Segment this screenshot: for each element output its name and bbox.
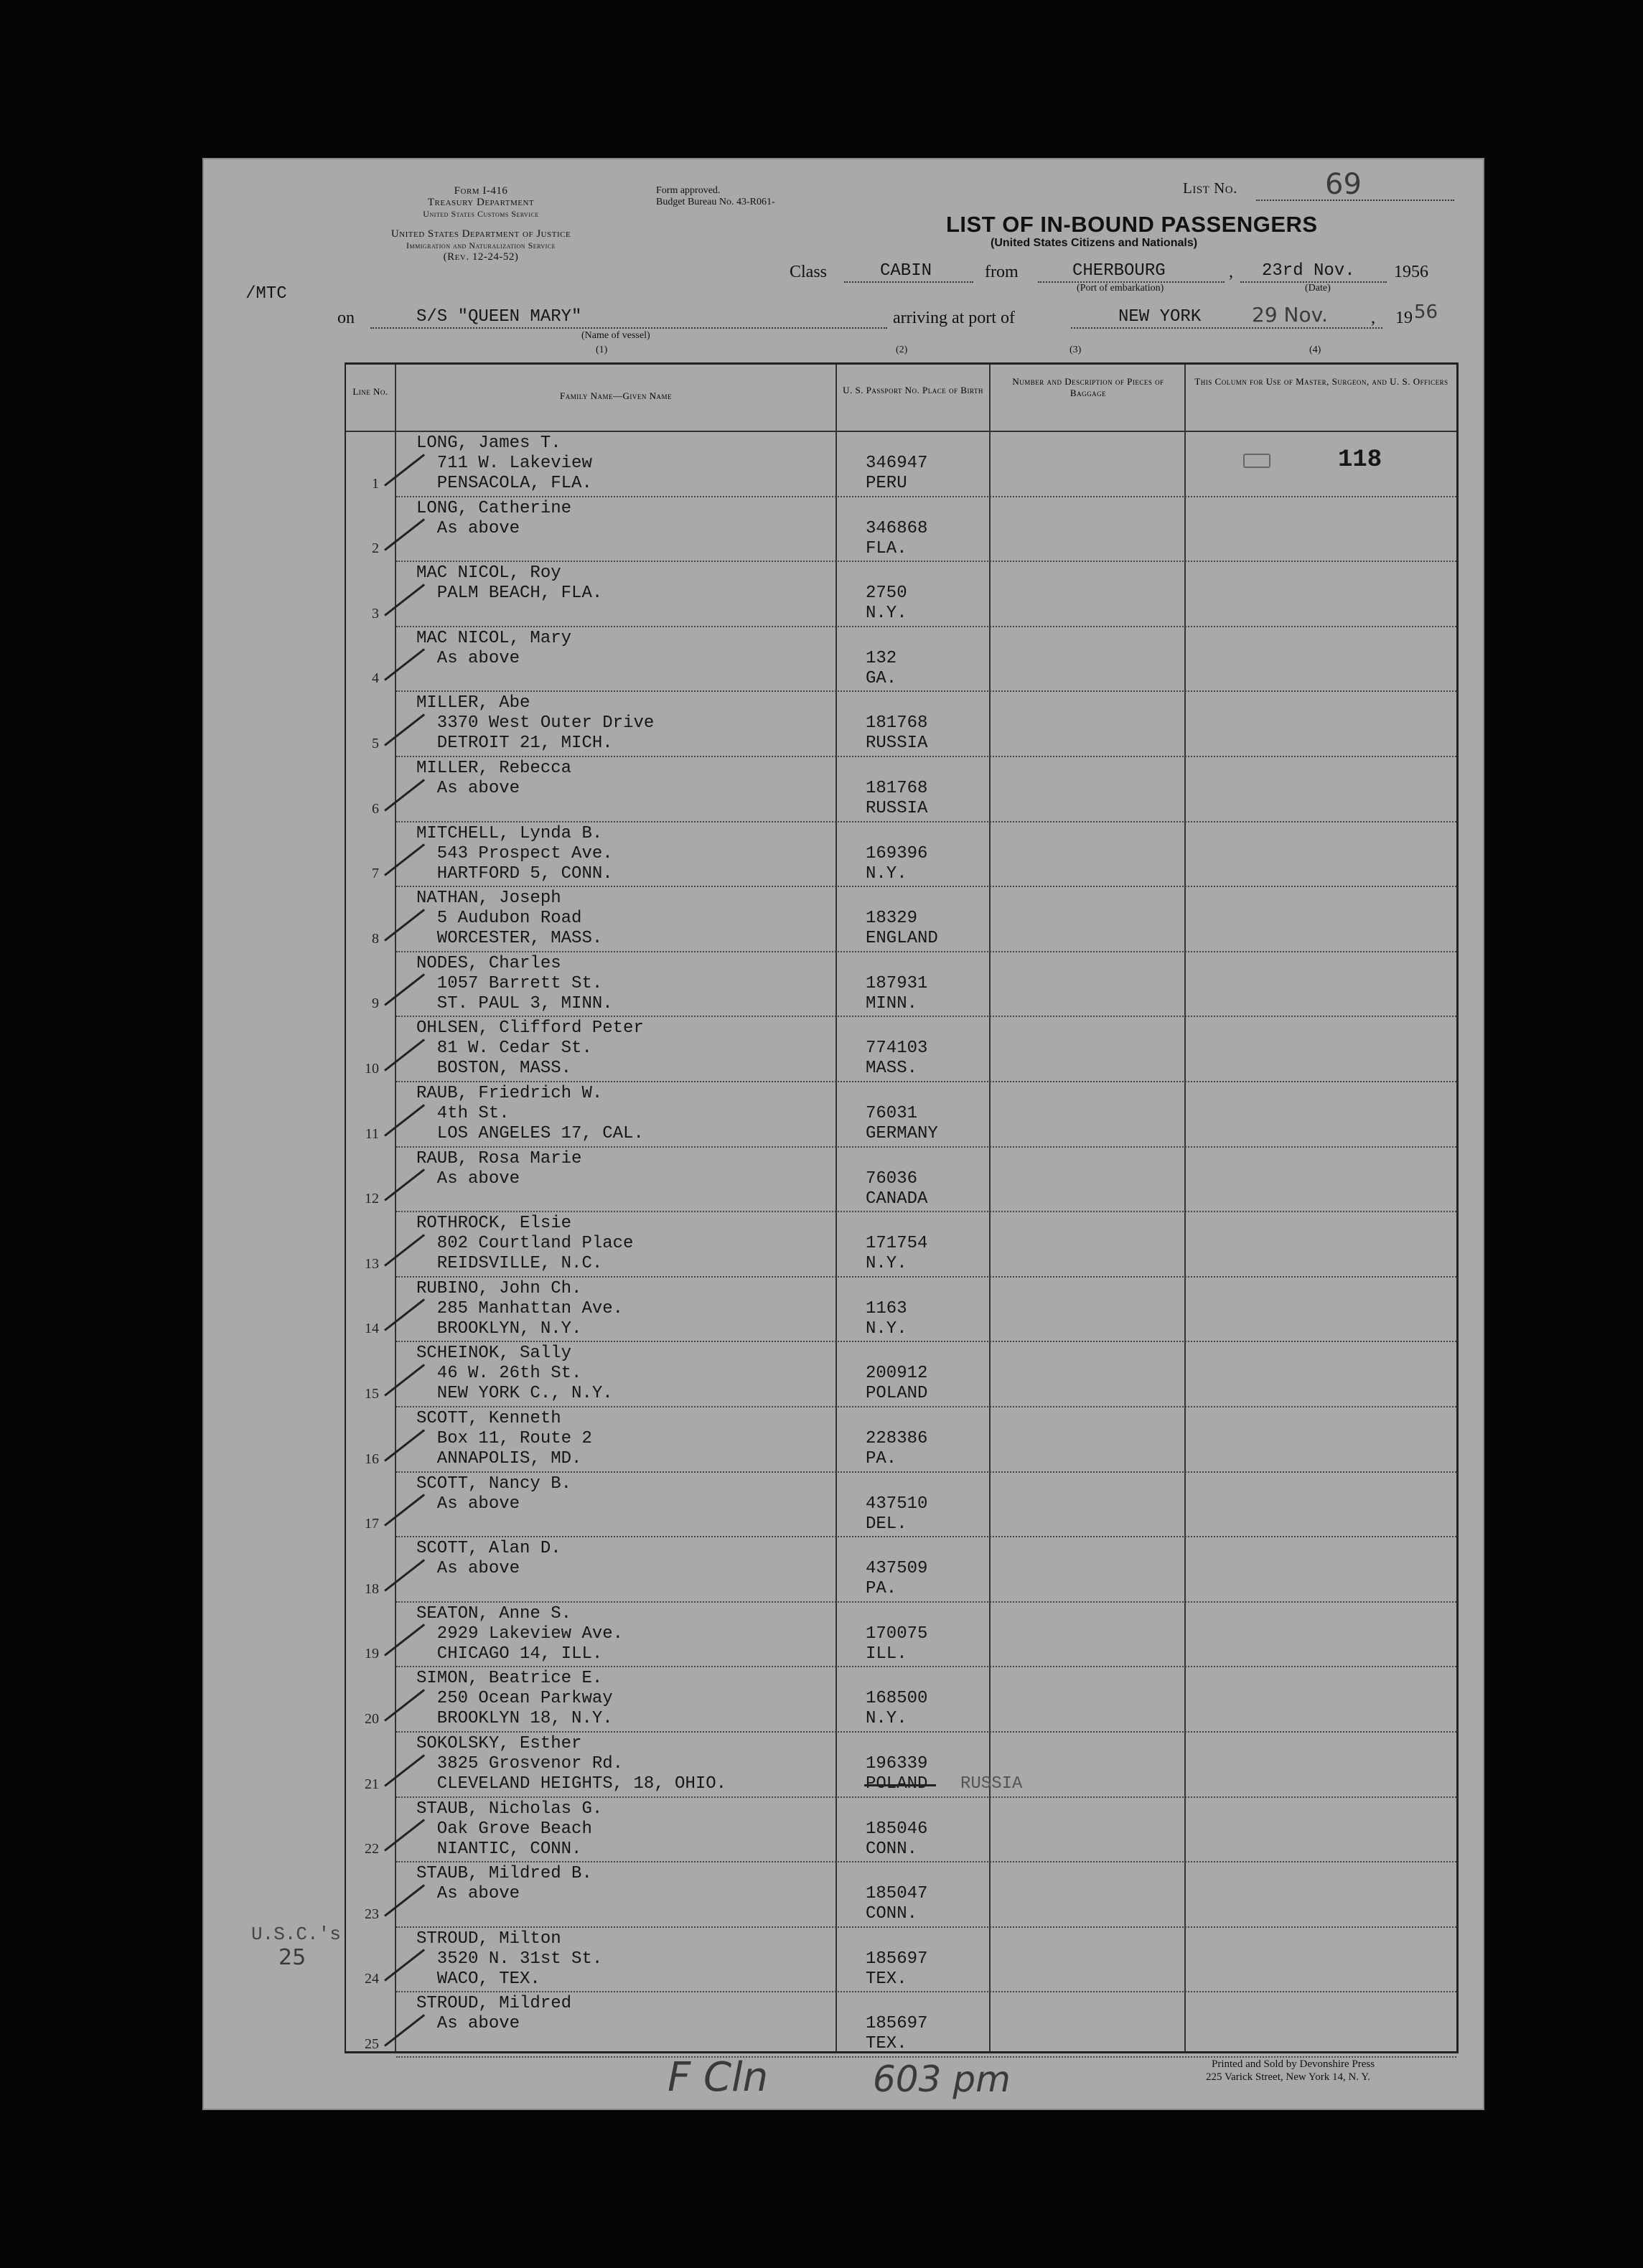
line-number: 21 [365,1776,379,1792]
passport-birthplace: 169396 N.Y. [866,843,928,884]
comma: , [1229,263,1233,281]
passenger-name: SIMON, Beatrice E. 250 Ocean Parkway BROOKLYN 18, N.Y. [416,1669,613,1729]
arrival-year-suffix: 56 [1414,301,1438,323]
departure-date: 23rd Nov. [1262,261,1355,281]
passport-birthplace: 437510 DEL. [866,1494,928,1534]
passenger-name: RAUB, Rosa Marie As above [416,1148,582,1189]
row-divider [396,1146,1456,1148]
row-divider [396,1861,1456,1862]
document-title: LIST OF IN-BOUND PASSENGERS [946,212,1318,237]
row-divider [396,1731,1456,1733]
on-label: on [337,309,355,327]
departure-year: 1956 [1394,263,1428,281]
row-divider [396,1406,1456,1407]
passport-birthplace: 774103 MASS. [866,1039,928,1079]
row-divider [396,1341,1456,1342]
line-number: 5 [372,736,379,751]
budget-bureau: Budget Bureau No. 43-R061- [656,197,775,207]
line-number: 1 [372,475,379,492]
row-divider [396,1016,1456,1017]
customs-service: United States Customs Service [423,209,539,219]
line-number: 16 [365,1451,379,1467]
passenger-name: MILLER, Rebecca As above [416,759,572,798]
list-no-value: 69 [1325,168,1362,201]
line-number: 6 [372,800,379,817]
passenger-name: MILLER, Abe 3370 West Outer Drive DETROIT 21, MICH. [416,693,655,754]
arrival-comma: , [1371,309,1375,327]
form-number: Form I-416 [454,185,508,197]
class-value: CABIN [880,261,932,281]
officer-note-118: 118 [1338,446,1382,474]
passenger-name: MAC NICOL, Roy PALM BEACH, FLA. [416,563,603,604]
passport-birthplace: 2750 N.Y. [866,584,907,624]
vessel-caption: (Name of vessel) [581,330,650,341]
passport-birthplace: 228386 PA. [866,1429,928,1468]
passport-birthplace: 185046 CONN. [866,1819,928,1859]
passport-birthplace: 437509 PA. [866,1559,928,1599]
line-number: 20 [365,1711,379,1727]
vessel-line [370,327,887,329]
line-number: 17 [365,1516,379,1532]
row-divider [396,886,1456,887]
passport-birthplace: 171754 N.Y. [866,1234,928,1274]
passenger-name: SOKOLSKY, Esther 3825 Grosvenor Rd. CLEVELAND HEIGHTS, 18, OHIO. [416,1734,727,1794]
justice-dept: United States Department of Justice [390,228,571,240]
document-subtitle: (United States Citizens and Nationals) [991,237,1198,249]
strikethrough [864,1784,936,1786]
line-number: 11 [365,1125,379,1142]
from-value: CHERBOURG [1072,261,1166,281]
passport-birthplace: 200912 POLAND [866,1364,928,1404]
row-divider [396,1991,1456,1992]
column-divider-baggage [1184,365,1186,2051]
row-divider [396,756,1456,757]
passenger-name: OHLSEN, Clifford Peter 81 W. Cedar St. BOSTON, MASS. [416,1018,644,1079]
arrival-year-prefix: 19 [1395,309,1413,327]
passenger-name: SEATON, Anne S. 2929 Lakeview Ave. CHICAGO 14, ILL. [416,1603,624,1664]
row-divider [396,821,1456,823]
column-divider-line [395,365,396,2051]
line-number: 9 [372,995,379,1012]
passport-birthplace: 76036 CANADA [866,1168,928,1209]
line-number: 13 [365,1255,379,1272]
row-divider [396,1276,1456,1278]
arriving-label: arriving at port of [893,309,1015,327]
passenger-name: NODES, Charles 1057 Barrett St. ST. PAUL 3, MINN. [416,953,613,1013]
passport-birthplace: 1163 N.Y. [866,1298,907,1339]
passenger-name: STAUB, Mildred B. As above [416,1864,592,1904]
from-label: from [985,263,1019,281]
passenger-name: NATHAN, Joseph 5 Audubon Road WORCESTER, MASS. [416,889,603,949]
header-name: Family Name—Given Name [560,390,672,401]
passenger-name: MAC NICOL, Mary As above [416,628,572,668]
line-number: 4 [372,670,379,687]
passport-birthplace: 346947 PERU [866,454,928,493]
passenger-name: LONG, Catherine As above [416,498,572,538]
header-passport: U. S. Passport No. Place of Birth [843,385,983,395]
passport-birthplace: 185697 TEX. [866,1949,928,1989]
passenger-name: MITCHELL, Lynda B. 543 Prospect Ave. HARTFORD 5, CONN. [416,823,613,884]
from-caption: (Port of embarkation) [1077,283,1164,294]
column-divider-name [835,365,837,2051]
header-divider [346,431,1456,432]
passenger-name: ROTHROCK, Elsie 802 Courtland Place REIDSVILLE, N.C. [416,1214,634,1274]
column-3-label: (3) [1069,345,1082,355]
header-line-no: Line No. [352,386,388,397]
passenger-name: STAUB, Nicholas G. Oak Grove Beach NIANTIC, CONN. [416,1799,603,1859]
passenger-name: LONG, James T. 711 W. Lakeview PENSACOLA, FLA. [416,434,592,493]
line-number: 24 [365,1971,379,1987]
revision: (Rev. 12-24-52) [443,251,519,263]
arrival-date: 29 Nov. [1252,303,1328,327]
line-number: 10 [365,1061,379,1077]
footer-handwriting-1: F Cln [668,2054,769,2101]
line-number: 8 [372,930,379,947]
line-number: 22 [365,1841,379,1857]
passenger-name: STROUD, Milton 3520 N. 31st St. WACO, TEX. [416,1929,603,1989]
treasury-dept: Treasury Department [427,197,535,208]
passport-birthplace: 168500 N.Y. [866,1689,928,1729]
row-divider [396,561,1456,562]
passport-birthplace: 181768 RUSSIA [866,779,928,818]
row-divider [396,496,1456,497]
usc-label: U.S.C.'s [251,1923,341,1945]
line-number: 15 [365,1386,379,1402]
line-number: 3 [372,605,379,622]
header-officers: This Column for Use of Master, Surgeon, and U. S. Officers [1194,376,1448,387]
passenger-name: SCOTT, Kenneth Box 11, Route 2 ANNAPOLIS, MD. [416,1409,592,1468]
row-divider [396,1601,1456,1603]
row-divider [396,1926,1456,1928]
port-value: NEW YORK [1118,307,1202,327]
line-number: 25 [365,2036,379,2052]
passport-birthplace: 132 GA. [866,648,897,688]
birthplace-correction: RUSSIA [960,1774,1023,1794]
passenger-name: RAUB, Friedrich W. 4th St. LOS ANGELES 17, CAL. [416,1084,644,1143]
printer-line-1: Printed and Sold by Devonshire Press [1212,2058,1375,2070]
passport-birthplace: 76031 GERMANY [866,1104,938,1143]
printer-line-2: 225 Varick Street, New York 14, N. Y. [1206,2071,1370,2083]
passenger-name: SCOTT, Alan D. As above [416,1539,561,1579]
passport-birthplace: 187931 MINN. [866,973,928,1013]
line-number: 23 [365,1906,379,1922]
column-4-label: (4) [1309,345,1321,355]
column-divider-passport [989,365,991,2051]
date-caption: (Date) [1305,283,1331,294]
column-1-label: (1) [596,345,608,355]
row-divider [396,1666,1456,1667]
class-line [844,281,973,283]
line-number: 2 [372,540,379,557]
form-approved: Form approved. [656,185,721,196]
column-2-label: (2) [896,345,908,355]
line-number: 12 [365,1191,379,1207]
line-number: 19 [365,1646,379,1662]
passport-birthplace: 185697 TEX. [866,2014,928,2054]
passenger-name: SCHEINOK, Sally 46 W. 26th St. NEW YORK C., N.Y. [416,1344,613,1404]
row-divider [396,1081,1456,1082]
row-divider [396,951,1456,952]
header-baggage: Number and Description of Pieces of Baggage [1012,376,1164,398]
usc-count: 25 [278,1945,306,1970]
passenger-name: STROUD, Mildred As above [416,1994,572,2034]
passport-birthplace: 170075 ILL. [866,1623,928,1664]
line-number: 14 [365,1321,379,1337]
passport-birthplace: 196339 [866,1754,928,1773]
mtc-note: /MTC [245,284,287,304]
row-divider [396,690,1456,692]
row-divider [396,2056,1456,2058]
officer-note-mark [1243,454,1270,468]
passport-birthplace: 18329 ENGLAND [866,909,938,949]
line-number: 18 [365,1580,379,1597]
vessel-name: S/S "QUEEN MARY" [416,307,582,327]
class-label: Class [790,263,828,281]
row-divider [396,1536,1456,1537]
line-number: 7 [372,866,379,882]
passport-birthplace: 181768 RUSSIA [866,713,928,754]
row-divider [396,1211,1456,1212]
row-divider [396,626,1456,627]
row-divider [396,1471,1456,1473]
passport-birthplace: 346868 FLA. [866,518,928,558]
passenger-name: SCOTT, Nancy B. As above [416,1473,572,1514]
ins-service: Immigration and Naturalization Service [406,240,556,250]
port-line [1071,327,1382,329]
passenger-table [345,362,1459,2053]
passenger-name: RUBINO, John Ch. 285 Manhattan Ave. BROOKLYN, N.Y. [416,1278,624,1339]
passport-birthplace: 185047 CONN. [866,1884,928,1924]
row-divider [396,1796,1456,1798]
list-no-label: List No. [1183,179,1237,197]
footer-handwriting-2: 603 pm [873,2058,1011,2100]
